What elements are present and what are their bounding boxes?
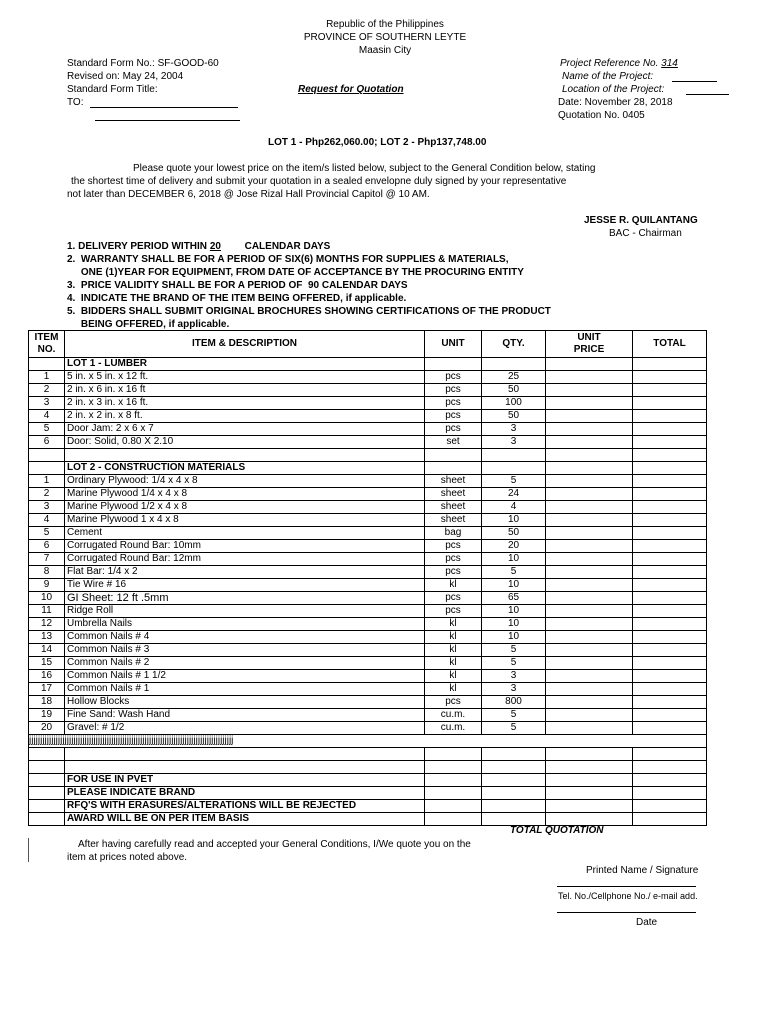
unit-cell	[425, 813, 482, 826]
item-no-cell: 14	[29, 644, 65, 657]
total-cell[interactable]	[633, 644, 707, 657]
qty-cell	[482, 761, 546, 774]
unit-price-cell[interactable]	[546, 748, 633, 761]
total-cell[interactable]	[633, 501, 707, 514]
table-row	[29, 553, 707, 566]
condition-2: 2. WARRANTY SHALL BE FOR A PERIOD OF SIX(6) MONTHS FOR SUPPLIES & MATERIALS,	[67, 254, 509, 265]
item-no-cell: 16	[29, 670, 65, 683]
total-cell[interactable]	[633, 800, 707, 813]
description-cell: FOR USE IN PVET	[65, 774, 425, 787]
qty-cell: 65	[482, 592, 546, 605]
description-cell: Cement	[65, 527, 425, 540]
unit-price-cell[interactable]	[546, 553, 633, 566]
total-cell[interactable]	[633, 774, 707, 787]
total-cell[interactable]	[633, 540, 707, 553]
table-header	[29, 331, 707, 358]
unit-cell: pcs	[425, 566, 482, 579]
qty-cell: 5	[482, 722, 546, 735]
item-no-cell: 17	[29, 683, 65, 696]
table-row	[29, 579, 707, 592]
unit-price-cell[interactable]	[546, 501, 633, 514]
tel-line[interactable]	[557, 886, 696, 887]
description-cell	[65, 449, 425, 462]
unit-cell: pcs	[425, 605, 482, 618]
form-title: Request for Quotation	[298, 84, 404, 95]
footer-note-row	[29, 813, 707, 826]
header-item-no: ITEM NO.	[29, 331, 65, 358]
description-cell: 2 in. x 6 in. x 16 ft	[65, 384, 425, 397]
description-cell: PLEASE INDICATE BRAND	[65, 787, 425, 800]
qty-cell: 50	[482, 527, 546, 540]
unit-cell: pcs	[425, 423, 482, 436]
unit-price-cell[interactable]	[546, 514, 633, 527]
total-cell[interactable]	[633, 371, 707, 384]
total-cell[interactable]	[633, 605, 707, 618]
condition-1-days: 20	[209, 241, 221, 252]
unit-price-cell[interactable]	[546, 423, 633, 436]
unit-cell: sheet	[425, 514, 482, 527]
qty-cell: 20	[482, 540, 546, 553]
table-row	[29, 527, 707, 540]
signatory-position: BAC - Chairman	[609, 228, 682, 239]
item-no-cell	[29, 761, 65, 774]
header-qty: QTY.	[482, 331, 546, 358]
blank-row	[29, 748, 707, 761]
total-cell[interactable]	[633, 657, 707, 670]
signatory-name: JESSE R. QUILANTANG	[584, 215, 698, 226]
quotation-number: Quotation No. 0405	[558, 110, 645, 121]
blank-row	[29, 449, 707, 462]
description-cell: Marine Plywood 1 x 4 x 8	[65, 514, 425, 527]
description-cell: Ridge Roll	[65, 605, 425, 618]
qty-cell: 50	[482, 384, 546, 397]
table-row	[29, 592, 707, 605]
item-no-cell	[29, 462, 65, 475]
item-no-cell: 8	[29, 566, 65, 579]
unit-cell: sheet	[425, 488, 482, 501]
unit-price-cell[interactable]	[546, 605, 633, 618]
unit-cell: sheet	[425, 501, 482, 514]
header-total: TOTAL	[633, 331, 707, 358]
unit-cell: pcs	[425, 384, 482, 397]
description-cell: Ordinary Plywood: 1/4 x 4 x 8	[65, 475, 425, 488]
qty-cell: 5	[482, 709, 546, 722]
table-row	[29, 670, 707, 683]
description-cell: Marine Plywood 1/2 x 4 x 8	[65, 501, 425, 514]
unit-price-cell[interactable]	[546, 670, 633, 683]
description-cell: Hollow Blocks	[65, 696, 425, 709]
table-row	[29, 384, 707, 397]
printed-name-label: Printed Name / Signature	[586, 865, 699, 876]
total-cell[interactable]	[633, 722, 707, 735]
total-cell[interactable]	[633, 813, 707, 826]
lot1-title-row	[29, 358, 707, 371]
unit-cell: kl	[425, 644, 482, 657]
qty-cell: 3	[482, 423, 546, 436]
qty-cell: 50	[482, 410, 546, 423]
total-cell[interactable]	[633, 566, 707, 579]
header-description: ITEM & DESCRIPTION	[65, 331, 425, 358]
header-city: Maasin City	[358, 45, 412, 56]
qty-cell: 5	[482, 644, 546, 657]
unit-price-cell[interactable]	[546, 657, 633, 670]
description-cell: Tie Wire # 16	[65, 579, 425, 592]
item-no-cell: 12	[29, 618, 65, 631]
qty-cell: 10	[482, 631, 546, 644]
table-row	[29, 709, 707, 722]
total-cell[interactable]	[633, 514, 707, 527]
table-row	[29, 488, 707, 501]
description-cell: 2 in. x 2 in. x 8 ft.	[65, 410, 425, 423]
condition-1	[67, 241, 330, 252]
header-unit: UNIT	[425, 331, 482, 358]
item-no-cell: 10	[29, 592, 65, 605]
total-cell[interactable]	[633, 748, 707, 761]
table-row	[29, 423, 707, 436]
unit-cell: pcs	[425, 553, 482, 566]
unit-price-cell[interactable]	[546, 696, 633, 709]
item-no-cell: 11	[29, 605, 65, 618]
table-row	[29, 644, 707, 657]
date-label: Date	[636, 917, 658, 928]
footer-note-row	[29, 774, 707, 787]
table-row	[29, 436, 707, 449]
item-no-cell: 2	[29, 488, 65, 501]
qty-cell: 5	[482, 657, 546, 670]
unit-price-cell[interactable]	[546, 462, 633, 475]
unit-price-cell[interactable]	[546, 358, 633, 371]
total-cell[interactable]	[633, 592, 707, 605]
description-cell: Door Jam: 2 x 6 x 7	[65, 423, 425, 436]
unit-cell: cu.m.	[425, 722, 482, 735]
total-cell[interactable]	[633, 475, 707, 488]
item-no-cell: 18	[29, 696, 65, 709]
qty-cell	[482, 813, 546, 826]
qty-cell: 4	[482, 501, 546, 514]
item-no-cell: 20	[29, 722, 65, 735]
lot-summary: LOT 1 - Php262,060.00; LOT 2 - Php137,748.00	[268, 137, 487, 148]
item-no-cell: 1	[29, 475, 65, 488]
unit-price-cell[interactable]	[546, 644, 633, 657]
qty-cell: 800	[482, 696, 546, 709]
description-cell: Common Nails # 1	[65, 683, 425, 696]
unit-cell: sheet	[425, 475, 482, 488]
total-quotation-label: TOTAL QUOTATION	[510, 825, 604, 836]
description-cell: LOT 2 - CONSTRUCTION MATERIALS	[65, 462, 425, 475]
footer-note-row	[29, 800, 707, 813]
condition-5-cont: BEING OFFERED, if applicable.	[67, 319, 230, 330]
footer-note-row	[29, 787, 707, 800]
date-line[interactable]	[557, 912, 696, 913]
item-no-cell: 3	[29, 397, 65, 410]
description-cell: Corrugated Round Bar: 10mm	[65, 540, 425, 553]
table-row	[29, 514, 707, 527]
qty-cell	[482, 358, 546, 371]
unit-price-cell[interactable]	[546, 722, 633, 735]
form-title-label: Standard Form Title:	[67, 84, 158, 95]
table-row	[29, 722, 707, 735]
unit-price-cell[interactable]	[546, 800, 633, 813]
unit-cell	[425, 761, 482, 774]
item-no-cell: 7	[29, 553, 65, 566]
total-cell[interactable]	[633, 618, 707, 631]
total-cell[interactable]	[633, 553, 707, 566]
description-cell: Gravel: # 1/2	[65, 722, 425, 735]
condition-4: 4. INDICATE THE BRAND OF THE ITEM BEING OFFERED, if applicable.	[67, 293, 407, 304]
condition-3: 3. PRICE VALIDITY SHALL BE FOR A PERIOD OF 90 CALENDAR DAYS	[67, 280, 408, 291]
item-no-cell	[29, 748, 65, 761]
table-row	[29, 605, 707, 618]
qty-cell: 25	[482, 371, 546, 384]
qty-cell: 10	[482, 514, 546, 527]
project-name-label: Name of the Project:	[562, 71, 654, 82]
unit-price-cell[interactable]	[546, 527, 633, 540]
qty-cell: 5	[482, 566, 546, 579]
total-cell[interactable]	[633, 579, 707, 592]
unit-cell: kl	[425, 579, 482, 592]
qty-cell: 5	[482, 475, 546, 488]
qty-cell	[482, 787, 546, 800]
header-province: PROVINCE OF SOUTHERN LEYTE	[303, 32, 467, 43]
description-cell: Common Nails # 1 1/2	[65, 670, 425, 683]
unit-price-cell[interactable]	[546, 436, 633, 449]
table-row	[29, 540, 707, 553]
item-no-cell: 4	[29, 514, 65, 527]
table-row	[29, 631, 707, 644]
item-no-cell: 5	[29, 423, 65, 436]
table-row	[29, 501, 707, 514]
item-no-cell: 9	[29, 579, 65, 592]
unit-cell	[425, 449, 482, 462]
unit-cell: bag	[425, 527, 482, 540]
project-reference-value: 314	[661, 58, 678, 69]
acceptance-line-2: item at prices noted above.	[67, 852, 188, 863]
intro-line-2: the shortest time of delivery and submit your quotation in a sealed envelopne duly signed by your representative	[71, 176, 567, 187]
unit-price-cell[interactable]	[546, 566, 633, 579]
unit-cell	[425, 358, 482, 371]
lot2-title-row	[29, 462, 707, 475]
table-row	[29, 397, 707, 410]
qty-cell: 10	[482, 605, 546, 618]
condition-2-cont: ONE (1)YEAR FOR EQUIPMENT, FROM DATE OF ACCEPTANCE BY THE PROCURING ENTITY	[67, 267, 524, 278]
total-cell[interactable]	[633, 384, 707, 397]
project-reference-label: Project Reference No.	[560, 58, 662, 69]
unit-price-cell[interactable]	[546, 579, 633, 592]
unit-cell: kl	[425, 631, 482, 644]
unit-price-cell[interactable]	[546, 774, 633, 787]
qty-cell: 10	[482, 553, 546, 566]
unit-price-cell[interactable]	[546, 371, 633, 384]
margin-mark	[28, 838, 30, 862]
description-cell	[65, 761, 425, 774]
tel-label: Tel. No./Cellphone No./ e-mail add.	[558, 891, 698, 901]
condition-1-prefix: 1. DELIVERY PERIOD WITHIN	[67, 241, 210, 252]
revised-date: Revised on: May 24, 2004	[67, 71, 184, 82]
qty-cell	[482, 462, 546, 475]
table-row	[29, 410, 707, 423]
qty-cell: 24	[482, 488, 546, 501]
item-no-cell: 5	[29, 527, 65, 540]
item-no-cell	[29, 358, 65, 371]
total-cell[interactable]	[633, 696, 707, 709]
item-no-cell: 4	[29, 410, 65, 423]
unit-cell	[425, 774, 482, 787]
unit-cell	[425, 787, 482, 800]
qty-cell: 10	[482, 618, 546, 631]
to-line-2[interactable]	[95, 120, 240, 121]
filler-text: jjjjjjjjjjjjjjjjjjjjjjjjjjjjjjjjjjjjjjjjjjjjjjjjjjjjjjjjjjjjjjjjjjjjjjjjjjjjjjjjjjjjjjjjjjjj	[29, 735, 707, 748]
item-no-cell: 6	[29, 540, 65, 553]
unit-cell	[425, 462, 482, 475]
table-row	[29, 657, 707, 670]
item-no-cell	[29, 774, 65, 787]
qty-cell	[482, 449, 546, 462]
intro-line-3: not later than DECEMBER 6, 2018 @ Jose Rizal Hall Provincial Capitol @ 10 AM.	[67, 189, 430, 200]
total-cell[interactable]	[633, 631, 707, 644]
unit-cell: kl	[425, 670, 482, 683]
item-no-cell	[29, 449, 65, 462]
table-row	[29, 371, 707, 384]
item-no-cell: 15	[29, 657, 65, 670]
total-cell[interactable]	[633, 709, 707, 722]
filler-row	[29, 735, 707, 748]
unit-cell: pcs	[425, 540, 482, 553]
description-cell: Common Nails # 3	[65, 644, 425, 657]
unit-price-cell[interactable]	[546, 813, 633, 826]
qty-cell	[482, 748, 546, 761]
unit-price-cell[interactable]	[546, 397, 633, 410]
condition-5: 5. BIDDERS SHALL SUBMIT ORIGINAL BROCHURES SHOWING CERTIFICATIONS OF THE PRODUCT	[67, 306, 551, 317]
acceptance-line-1: After having carefully read and accepted your General Conditions, I/We quote you on the	[78, 839, 471, 850]
project-location-label: Location of the Project:	[562, 84, 665, 95]
description-cell: RFQ'S WITH ERASURES/ALTERATIONS WILL BE REJECTED	[65, 800, 425, 813]
unit-price-cell[interactable]	[546, 488, 633, 501]
unit-price-cell[interactable]	[546, 787, 633, 800]
qty-cell: 3	[482, 683, 546, 696]
to-line-1[interactable]	[90, 107, 238, 108]
total-cell[interactable]	[633, 436, 707, 449]
item-no-cell: 2	[29, 384, 65, 397]
project-name-line[interactable]	[672, 81, 717, 82]
project-location-line[interactable]	[686, 94, 729, 95]
description-cell: Door: Solid, 0.80 X 2.10	[65, 436, 425, 449]
unit-price-cell[interactable]	[546, 683, 633, 696]
unit-cell: pcs	[425, 371, 482, 384]
total-cell[interactable]	[633, 683, 707, 696]
table-row	[29, 683, 707, 696]
blank-row	[29, 761, 707, 774]
items-table	[28, 330, 707, 826]
description-cell: Fine Sand: Wash Hand	[65, 709, 425, 722]
item-no-cell: 6	[29, 436, 65, 449]
unit-cell: kl	[425, 618, 482, 631]
intro-line-1: Please quote your lowest price on the item/s listed below, subject to the General Condition below, stating	[133, 163, 596, 174]
unit-price-cell[interactable]	[546, 761, 633, 774]
total-cell[interactable]	[633, 423, 707, 436]
item-no-cell	[29, 787, 65, 800]
item-no-cell: 19	[29, 709, 65, 722]
total-cell[interactable]	[633, 462, 707, 475]
item-no-cell: 1	[29, 371, 65, 384]
qty-cell	[482, 774, 546, 787]
unit-price-cell[interactable]	[546, 709, 633, 722]
total-cell[interactable]	[633, 397, 707, 410]
item-no-cell: 3	[29, 501, 65, 514]
total-cell[interactable]	[633, 787, 707, 800]
description-cell: Corrugated Round Bar: 12mm	[65, 553, 425, 566]
description-cell: Common Nails # 2	[65, 657, 425, 670]
to-label: TO:	[67, 97, 84, 108]
total-cell[interactable]	[633, 410, 707, 423]
item-no-cell	[29, 800, 65, 813]
total-cell[interactable]	[633, 488, 707, 501]
unit-price-cell[interactable]	[546, 384, 633, 397]
table-row	[29, 475, 707, 488]
total-cell[interactable]	[633, 358, 707, 371]
table-row	[29, 696, 707, 709]
description-cell: 5 in. x 5 in. x 12 ft.	[65, 371, 425, 384]
item-no-cell	[29, 813, 65, 826]
qty-cell: 100	[482, 397, 546, 410]
table-row	[29, 618, 707, 631]
unit-cell: pcs	[425, 696, 482, 709]
unit-cell	[425, 748, 482, 761]
table-row	[29, 566, 707, 579]
qty-cell: 10	[482, 579, 546, 592]
description-cell: GI Sheet: 12 ft .5mm	[65, 592, 425, 605]
total-cell[interactable]	[633, 761, 707, 774]
header-republic: Republic of the Philippines	[326, 19, 444, 30]
qty-cell	[482, 800, 546, 813]
unit-cell: pcs	[425, 410, 482, 423]
unit-cell	[425, 800, 482, 813]
total-cell[interactable]	[633, 670, 707, 683]
unit-price-cell[interactable]	[546, 618, 633, 631]
description-cell: Umbrella Nails	[65, 618, 425, 631]
description-cell	[65, 748, 425, 761]
header-unit-price: UNIT PRICE	[546, 331, 633, 358]
form-number: Standard Form No.: SF-GOOD-60	[67, 58, 219, 69]
unit-cell: pcs	[425, 592, 482, 605]
project-reference	[560, 58, 678, 69]
qty-cell: 3	[482, 670, 546, 683]
description-cell: Marine Plywood 1/4 x 4 x 8	[65, 488, 425, 501]
unit-price-cell[interactable]	[546, 631, 633, 644]
condition-1-suffix: CALENDAR DAYS	[241, 241, 331, 252]
unit-price-cell[interactable]	[546, 592, 633, 605]
unit-cell: kl	[425, 657, 482, 670]
qty-cell: 3	[482, 436, 546, 449]
quotation-date: Date: November 28, 2018	[558, 97, 673, 108]
description-cell: 2 in. x 3 in. x 16 ft.	[65, 397, 425, 410]
unit-price-cell[interactable]	[546, 410, 633, 423]
unit-price-cell[interactable]	[546, 475, 633, 488]
unit-price-cell[interactable]	[546, 540, 633, 553]
unit-cell: cu.m.	[425, 709, 482, 722]
description-cell: Common Nails # 4	[65, 631, 425, 644]
total-cell[interactable]	[633, 449, 707, 462]
unit-cell: kl	[425, 683, 482, 696]
item-no-cell: 13	[29, 631, 65, 644]
unit-cell: set	[425, 436, 482, 449]
description-cell: LOT 1 - LUMBER	[65, 358, 425, 371]
description-cell: AWARD WILL BE ON PER ITEM BASIS	[65, 813, 425, 826]
description-cell: Flat Bar: 1/4 x 2	[65, 566, 425, 579]
unit-price-cell[interactable]	[546, 449, 633, 462]
total-cell[interactable]	[633, 527, 707, 540]
unit-cell: pcs	[425, 397, 482, 410]
